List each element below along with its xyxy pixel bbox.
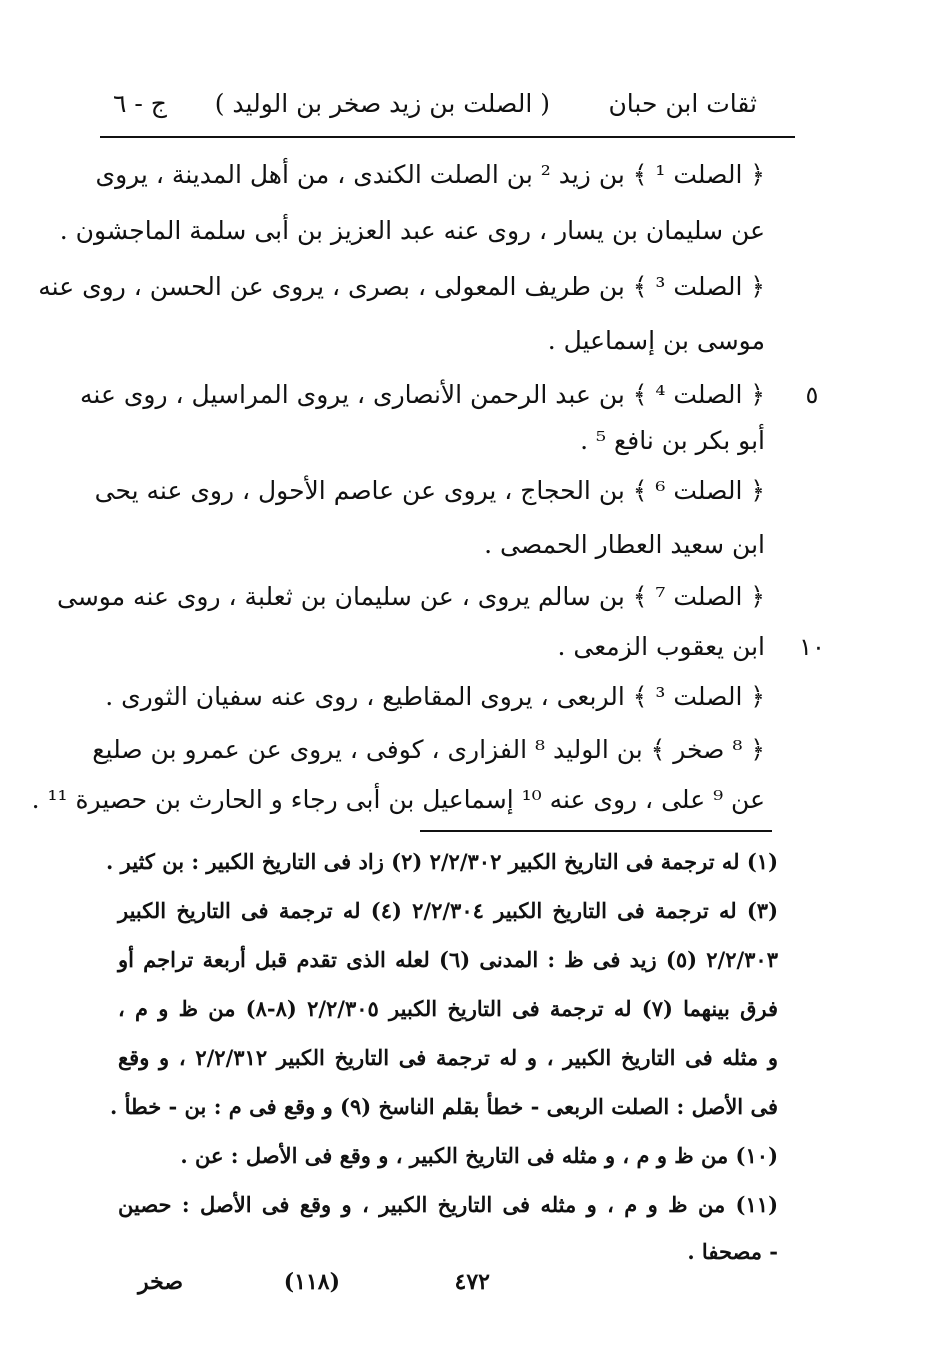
footnote-line: (١٠) من ظ و م ، و مثله فى التاريخ الكبير ، و وقع فى الأصل : عن . (180, 1143, 778, 1168)
volume-label: ج - ٦ (113, 89, 167, 118)
text-line: أبو بكر بن نافع ⁵ . (580, 426, 765, 455)
page-footer (120, 1262, 760, 1302)
footnote-line: فرق بينهما (٧) له ترجمة فى التاريخ الكبير ٢/٢/٣٠٥ (٨-٨) من ظ و م ، (118, 996, 779, 1021)
text-line: ابن سعيد العطار الحمصى . (484, 530, 765, 559)
running-title: ( الصلت بن زيد صخر بن الوليد ) (214, 89, 550, 118)
footnote-line: - مصحفا . (687, 1239, 778, 1264)
footnote-line: (١١) من ظ و م ، و مثله فى التاريخ الكبير ، و وقع فى الأصل : حصين (118, 1192, 778, 1217)
header-rule (100, 136, 795, 138)
text-line: ﴿ الصلت ⁷ ﴾ بن سالم يروى ، عن سليمان بن ثعلبة ، روى عنه موسى (57, 582, 765, 611)
footnote-line: (٣) له ترجمة فى التاريخ الكبير ٢/٢/٣٠٤ (٤) له ترجمة فى التاريخ الكبير (118, 898, 779, 923)
page-number: ٤٧٢ (454, 1269, 490, 1295)
footnote-rule (420, 830, 772, 832)
text-line: ﴿ الصلت ⁴ ﴾ بن عبد الرحمن الأنصارى ، يروى المراسيل ، روى عنه (80, 380, 765, 409)
footnote-line: ٢/٢/٣٠٣ (٥) زيد فى ظ : المدنى (٦) لعله الذى تقدم قبل أربعة تراجم أو (118, 947, 778, 972)
text-line: عن سليمان بن يسار ، روى عنه عبد العزيز بن أبى سلمة الماجشون . (59, 216, 765, 245)
text-line: عن ⁹ على ، روى عنه ¹⁰ إسماعيل بن أبى رجاء و الحارث بن حصيرة ¹¹ . (31, 785, 765, 814)
line-number: ٥ (805, 381, 819, 409)
text-line: ﴿ ⁸ صخر ﴾ بن الوليد ⁸ الفزارى ، كوفى ، يروى عن عمرو بن صليع (92, 735, 765, 764)
text-line: ابن يعقوب الزمعى . (557, 632, 765, 661)
footnote-line: و مثله فى التاريخ الكبير ، و له ترجمة فى التاريخ الكبير ٢/٢/٣١٢ ، و وقع (118, 1045, 779, 1070)
text-line: ﴿ الصلت ⁶ ﴾ بن الحجاج ، يروى عن عاصم الأحول ، روى عنه يحى (94, 476, 765, 505)
running-header (105, 84, 795, 124)
line-number: ١٠ (799, 633, 825, 661)
book-title: ثقات ابن حبان (608, 89, 757, 118)
text-line: ﴿ الصلت ¹ ﴾ بن زيد ² بن الصلت الكندى ، من أهل المدينة ، يروى (95, 160, 765, 189)
text-line: موسى بن إسماعيل . (547, 326, 765, 355)
signature-mark: (١١٨) (283, 1269, 340, 1295)
catchword: صخر (138, 1269, 184, 1295)
footnote-line: (١) له ترجمة فى التاريخ الكبير ٢/٢/٣٠٢ (٢) زاد فى التاريخ الكبير : بن كثير . (106, 849, 778, 874)
footnote-line: فى الأصل : الصلت الربعى - خطأ بقلم الناسخ (٩) و وقع فى م : بن - خطأ . (109, 1094, 778, 1119)
text-line: ﴿ الصلت ³ ﴾ بن طريف المعولى ، بصرى ، يروى عن الحسن ، روى عنه (38, 272, 765, 301)
text-line: ﴿ الصلت ³ ﴾ الربعى ، يروى المقاطيع ، روى عنه سفيان الثورى . (105, 682, 765, 711)
